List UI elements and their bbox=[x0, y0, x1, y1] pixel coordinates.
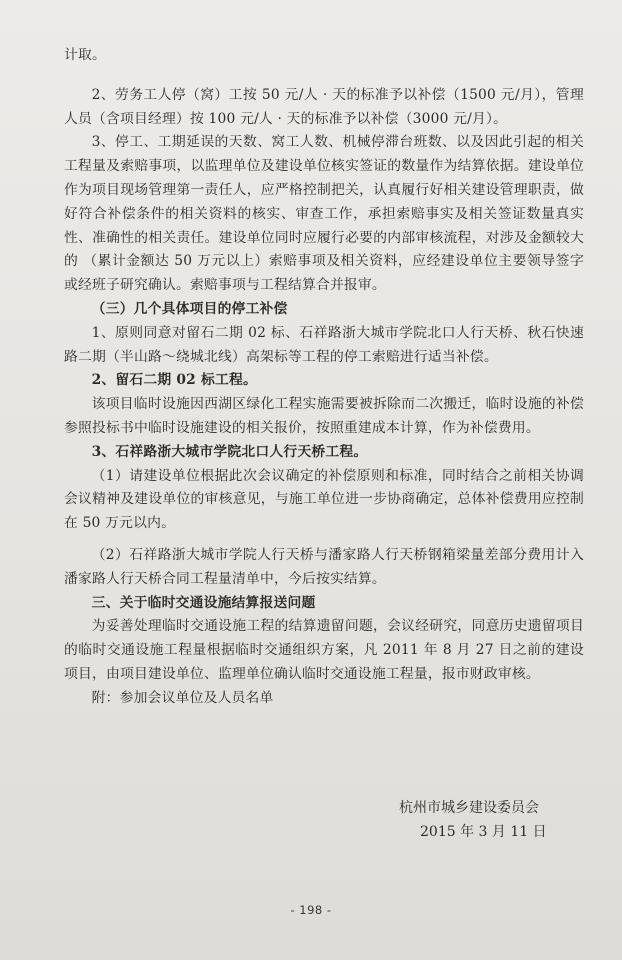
heading-liushi-project: 2、留石二期 02 标工程。 bbox=[91, 372, 257, 389]
section-heading-specific-projects: （三）几个具体项目的停工补偿 bbox=[91, 300, 288, 317]
signature-organization: 杭州市城乡建设委员会 bbox=[399, 800, 539, 816]
page-number: - 198 - bbox=[290, 903, 332, 917]
paragraph-settlement-basis: 3、停工、工期延误的天数、窝工人数、机械停滞台班数、以及因此引起的相关工程量及索赔事项，以监理单位及建设单位核实签证的数量作为结算依据。建设单位作为项目现场管理第一责任人，应严格控制把关，认真履行好相关建设管理职责，做好符合补偿条件的相关资料的核实、审查工作，承担索赔事实及相关签证数量真实性、准确性的相关责任。建设单位同时应履行必要的内部审核流程，对涉及金额较大的 （累计金额达 50 万元以上）索赔事项及相关资料，应经建设单位主要领导签字或经班子研究确认。索赔事项与工程结算合并报审。 bbox=[64, 134, 584, 294]
paragraph-footbridge-item-2: （2）石祥路浙大城市学院人行天桥与潘家路人行天桥钢箱梁量差部分费用计入潘家路人行天桥合同工程量清单中，今后按实结算。 bbox=[64, 546, 584, 587]
paragraph-labor-compensation: 2、劳务工人停（窝）工按 50 元/人 · 天的标准予以补偿（1500 元/月），管理人员（含项目经理）按 100 元/人 · 天的标准予以补偿（3000 元/月）。 bbox=[64, 86, 584, 127]
paragraph-traffic-settlement: 为妥善处理临时交通设施工程的结算遗留问题，会议经研究，同意历史遗留项目的临时交通设施工程量根据临时交通组织方案，凡 2011 年 8 月 27 日之前的建设项目，由项目建设单位、监理单位确认临时交通设施工程量，报市财政审核。 bbox=[64, 618, 584, 682]
paragraph-footbridge-item-1: （1）请建设单位根据此次会议确定的补偿原则和标准，同时结合之前相关协调会议精神及建设单位的审核意见，与施工单位进一步协商确定，总体补偿费用应控制在 50 万元以内。 bbox=[64, 467, 584, 532]
section-heading-traffic-facilities: 三、关于临时交通设施结算报送问题 bbox=[91, 594, 316, 611]
attachment-note: 附：参加会议单位及人员名单 bbox=[91, 689, 274, 706]
signature-date: 2015 年 3 月 11 日 bbox=[420, 824, 547, 840]
paragraph-compensation-principle: 1、原则同意对留石二期 02 标、石祥路浙大城市学院北口人行天桥、秋石快速路二期（半山路～绕城北线）高架标等工程的停工索赔进行适当补偿。 bbox=[64, 324, 584, 365]
document-body bbox=[64, 44, 584, 711]
paragraph-continuation: 计取。 bbox=[64, 47, 106, 63]
paragraph-liushi-temporary-facilities: 该项目临时设施因西湖区绿化工程实施需要被拆除而二次搬迁，临时设施的补偿参照投标书中临时设施建设的相关报价，按照重建成本计算，作为补偿费用。 bbox=[64, 396, 584, 436]
heading-footbridge-project: 3、石祥路浙大城市学院北口人行天桥工程。 bbox=[91, 443, 368, 460]
